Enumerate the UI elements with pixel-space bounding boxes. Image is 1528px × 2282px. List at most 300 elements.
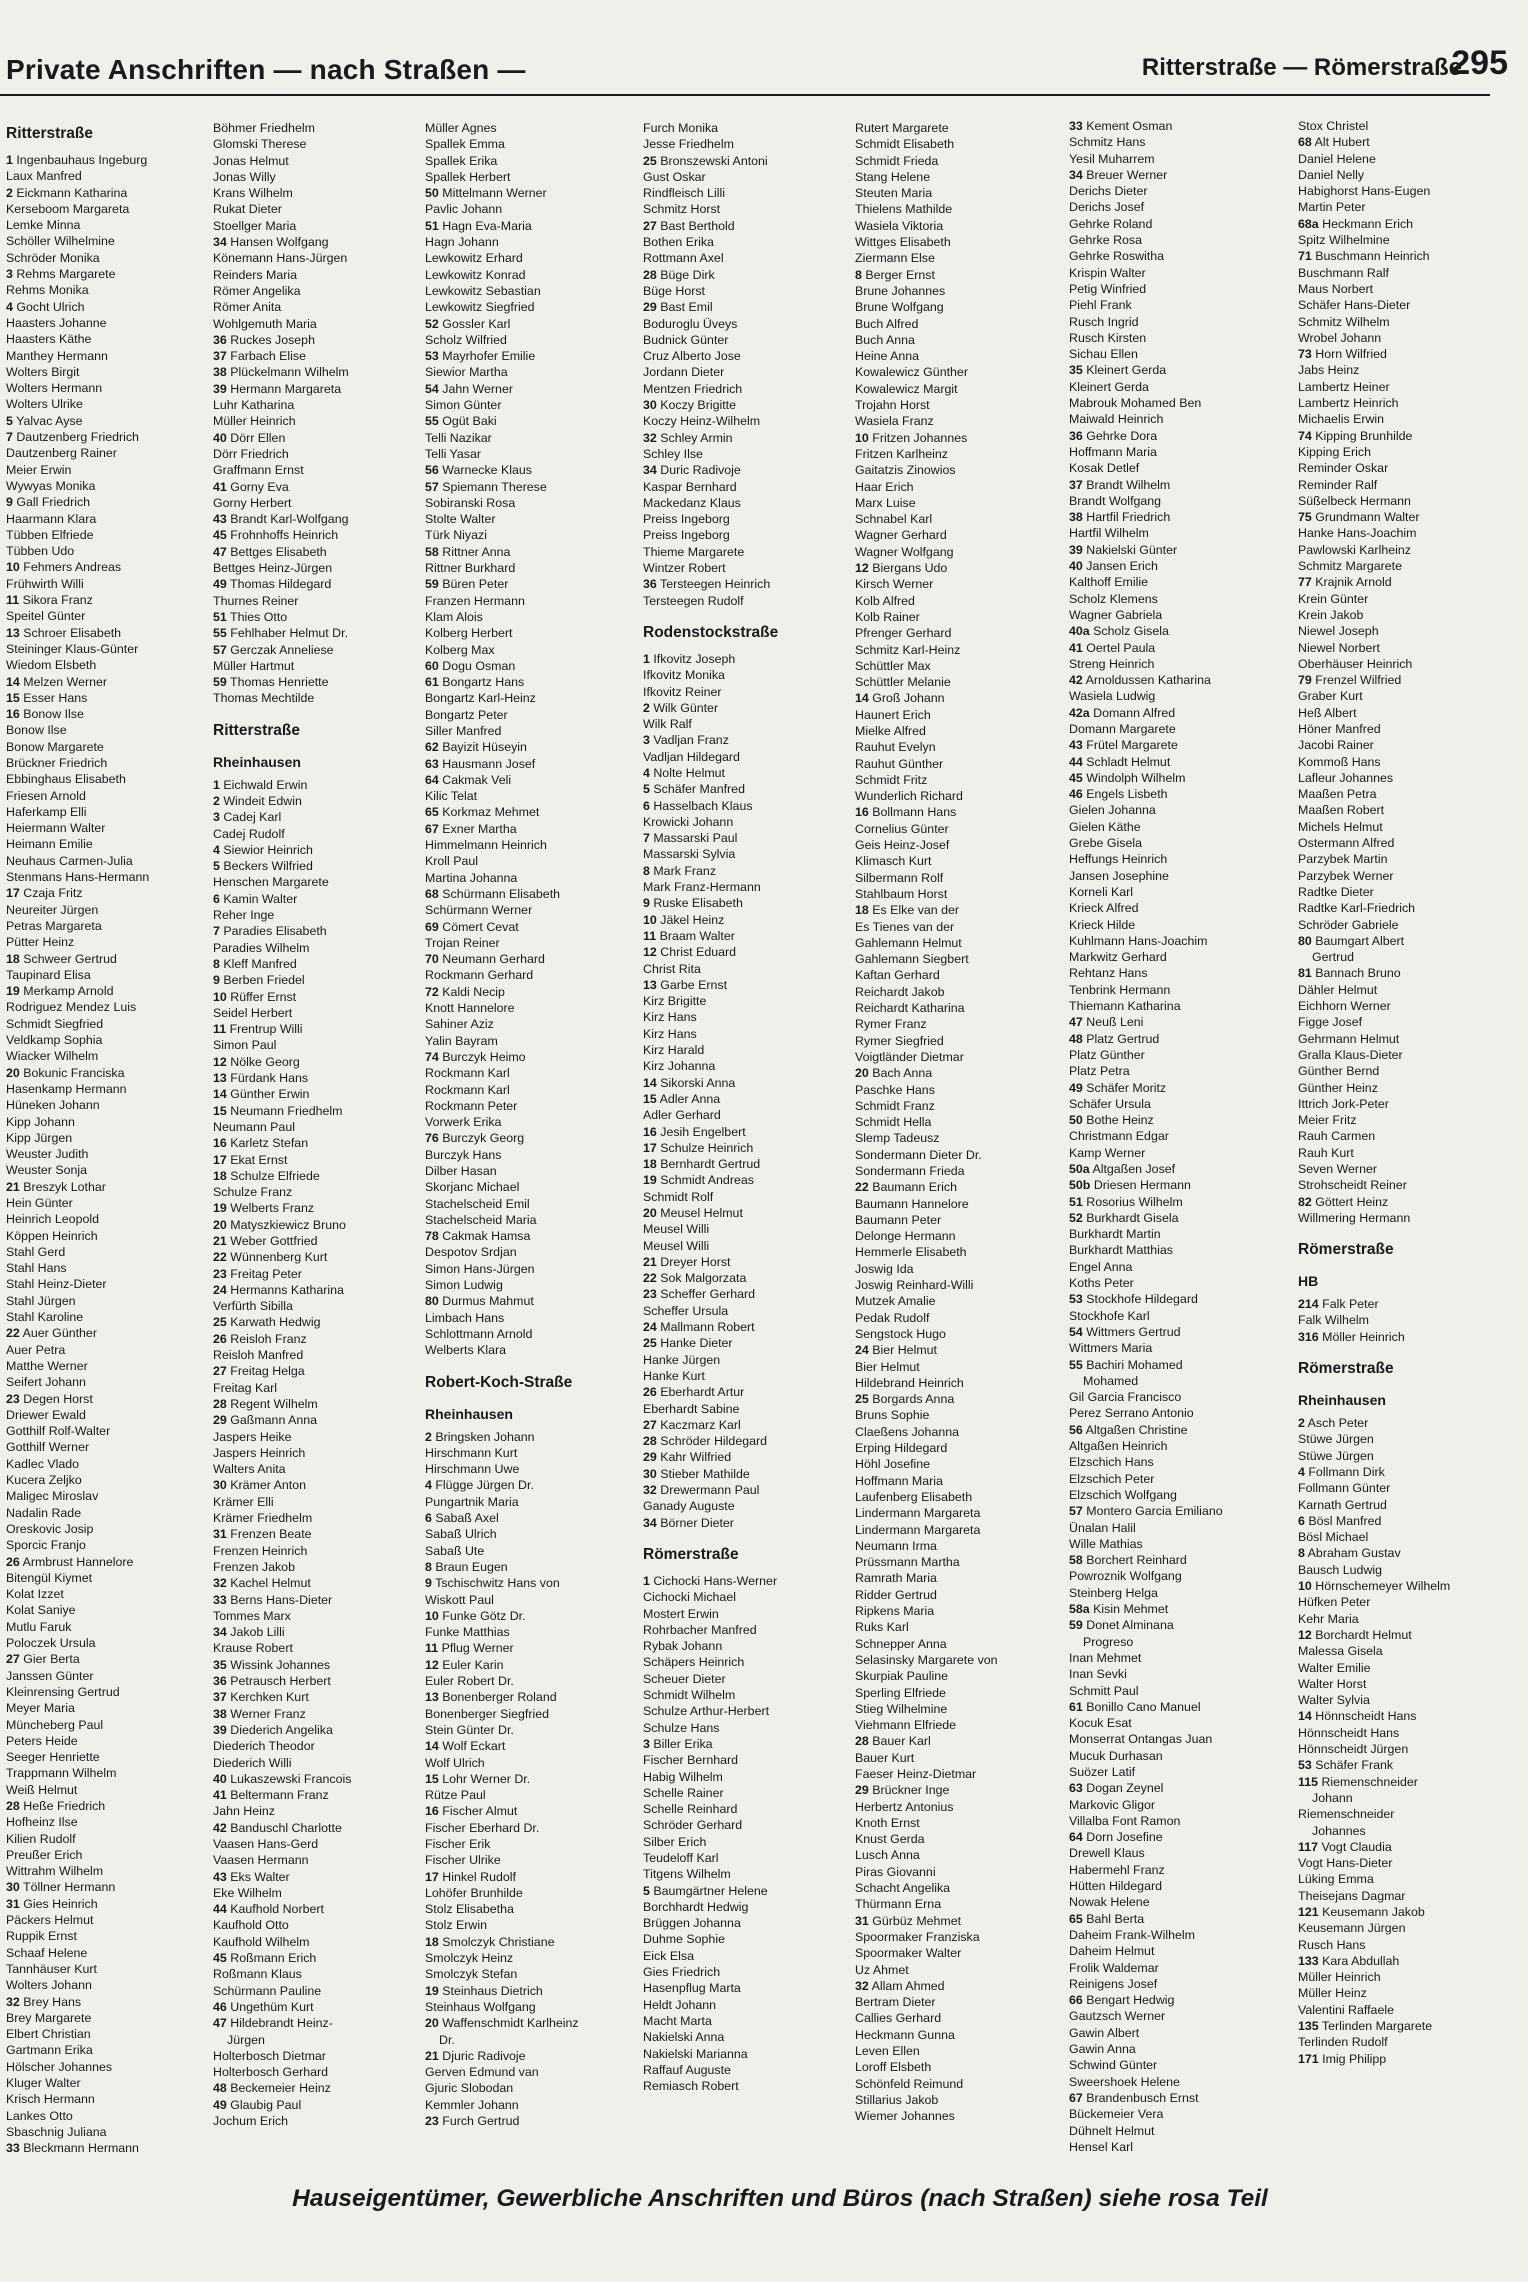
column-2 [213, 118, 413, 2129]
house-number: 43 [1069, 738, 1083, 753]
resident-entry [1298, 754, 1498, 770]
resident-name: Berns Hans-Dieter [230, 1592, 333, 1607]
resident-name: Drewell Klaus [1069, 1846, 1145, 1861]
house-number: 8 [213, 956, 220, 971]
resident-name: Bonow Ilse [23, 707, 84, 722]
resident-name: Buch Alfred [855, 316, 919, 331]
resident-entry [855, 169, 1055, 185]
resident-entry [1069, 232, 1269, 248]
resident-name: Wünnenberg Kurt [230, 1250, 328, 1265]
resident-name: Bausch Ludwig [1298, 1562, 1383, 1577]
resident-name: Nadalin Rade [6, 1505, 82, 1520]
resident-name: Rottmann Axel [643, 251, 724, 266]
resident-entry [6, 788, 206, 804]
resident-name: Borgards Anna [872, 1392, 955, 1407]
resident-name: Hartfil Wilhelm [1069, 526, 1149, 541]
house-number: 80 [1298, 933, 1312, 948]
house-number: 8 [1298, 1546, 1305, 1561]
resident-name: Kaufhold Otto [213, 1918, 289, 1933]
page-number: 295 [1451, 44, 1508, 82]
resident-entry [213, 2097, 413, 2113]
resident-name: Jonas Willy [213, 169, 276, 184]
house-number: 32 [213, 1576, 227, 1591]
resident-name: Schönfeld Reimund [855, 2076, 964, 2091]
house-number: 41 [213, 1788, 227, 1803]
resident-name: Montero Garcia Emiliano [1086, 1504, 1223, 1519]
resident-entry [643, 1238, 843, 1254]
resident-name: Stahl Hans [6, 1261, 67, 1276]
house-number: 40 [213, 430, 227, 445]
resident-entry [855, 951, 1055, 967]
district-heading: HB [1298, 1273, 1319, 1290]
resident-name: Büge Horst [643, 283, 705, 298]
house-number: 64 [1069, 1830, 1083, 1845]
resident-entry [1069, 151, 1269, 167]
resident-name: Cakmak Hamsa [442, 1229, 531, 1244]
resident-entry [213, 511, 413, 527]
resident-entry [1298, 1194, 1498, 1210]
resident-entry [1298, 1210, 1498, 1226]
column-1 [6, 118, 206, 2157]
resident-name: Haar Erich [855, 479, 914, 494]
resident-entry [425, 136, 625, 152]
resident-name: Niewel Joseph [1298, 624, 1379, 639]
resident-name: Follmann Dirk [1308, 1464, 1385, 1479]
resident-name: Hirschmann Uwe [425, 1462, 520, 1477]
resident-name: Dreyer Horst [660, 1254, 731, 1269]
resident-entry [6, 869, 206, 885]
resident-name: Pfrenger Gerhard [855, 626, 952, 641]
resident-entry [1298, 444, 1498, 460]
resident-entry [855, 707, 1055, 723]
resident-entry [1069, 672, 1269, 688]
resident-name: Tannhäuser Kurt [6, 1961, 97, 1976]
resident-name: Rukat Dieter [213, 202, 282, 217]
resident-name: Jacobi Rainer [1298, 738, 1374, 753]
resident-name: Brandt Karl-Wolfgang [230, 512, 349, 527]
resident-entry [425, 120, 625, 136]
resident-entry [1069, 900, 1269, 916]
resident-entry [425, 1065, 625, 1081]
resident-name: Stahl Karoline [6, 1310, 84, 1325]
resident-name: Haarmann Klara [6, 511, 97, 526]
resident-entry [855, 1570, 1055, 1586]
resident-entry [643, 560, 843, 576]
resident-entry [1069, 1829, 1269, 1845]
resident-name: Frenzen Beate [230, 1527, 312, 1542]
resident-name: Lewkowitz Konrad [425, 267, 526, 282]
house-number: 26 [213, 1331, 227, 1346]
resident-entry [643, 1156, 843, 1172]
resident-name: Terlinden Margarete [1321, 2019, 1433, 2034]
resident-name: Heß Albert [1298, 705, 1357, 720]
resident-name: Hagn Johann [425, 235, 499, 250]
resident-name: Diederich Willi [213, 1755, 292, 1770]
resident-name: Habig Wilhelm [643, 1769, 723, 1784]
street-heading: Römerstraße [643, 1545, 739, 1563]
resident-entry [855, 804, 1055, 820]
resident-name: Berben Friedel [223, 973, 305, 988]
resident-entry [425, 1196, 625, 1212]
resident-entry [643, 912, 843, 928]
resident-entry [855, 1538, 1055, 1554]
resident-entry [425, 1657, 625, 1673]
resident-name: Limbach Hans [425, 1310, 505, 1325]
street-heading: Römerstraße [1298, 1241, 1394, 1259]
resident-entry [1298, 314, 1498, 330]
resident-entry [6, 364, 206, 380]
resident-entry [1069, 2041, 1269, 2057]
resident-entry [1069, 1389, 1269, 1405]
resident-name: Nakielski Marianna [643, 2046, 748, 2061]
resident-name: Degen Horst [23, 1391, 93, 1406]
resident-entry [6, 1831, 206, 1847]
resident-name: Windolph Wilhelm [1086, 770, 1186, 785]
resident-entry [6, 722, 206, 738]
house-number: 47 [1069, 1015, 1083, 1030]
resident-entry [643, 1352, 843, 1368]
house-number: 14 [855, 691, 869, 706]
resident-name: Piehl Frank [1069, 298, 1132, 313]
house-number: 21 [6, 1179, 20, 1194]
resident-entry [1298, 1774, 1498, 1790]
resident-entry [1298, 118, 1498, 134]
house-number: 24 [643, 1320, 657, 1335]
resident-entry [213, 185, 413, 201]
resident-entry [643, 2062, 843, 2078]
resident-name: Drewermann Paul [660, 1483, 760, 1498]
house-number: 9 [213, 973, 220, 988]
resident-entry [425, 1983, 625, 1999]
resident-entry [425, 2097, 625, 2113]
house-number: 11 [6, 593, 20, 608]
resident-entry [1298, 1937, 1498, 1953]
resident-entry [855, 1603, 1055, 1619]
resident-entry [1298, 591, 1498, 607]
house-number: 2 [425, 1429, 432, 1444]
resident-entry [1298, 705, 1498, 721]
resident-entry [213, 1803, 413, 1819]
resident-entry [6, 1619, 206, 1635]
resident-name: Büren Peter [442, 577, 509, 592]
resident-name: Viehmann Elfriede [855, 1718, 957, 1733]
resident-entry [425, 1722, 625, 1738]
house-number: 50 [425, 186, 439, 201]
house-number: 26 [6, 1554, 20, 1569]
resident-name: Silber Erich [643, 1834, 707, 1849]
resident-entry [855, 218, 1055, 234]
resident-name: Mark Franz [653, 863, 717, 878]
resident-name: Siewior Heinrich [223, 842, 313, 857]
house-number: 14 [425, 1739, 439, 1754]
resident-entry [855, 1505, 1055, 1521]
resident-name: Gossler Karl [442, 316, 511, 331]
house-number: 18 [425, 1934, 439, 1949]
house-number: 35 [213, 1657, 227, 1672]
resident-name: Smolczyk Stefan [425, 1967, 518, 1982]
resident-entry [213, 658, 413, 674]
resident-entry [425, 1852, 625, 1868]
resident-name: Haferkamp Elli [6, 804, 87, 819]
resident-name: Vaasen Hermann [213, 1853, 309, 1868]
resident-entry [425, 1999, 625, 2015]
house-number: 72 [425, 984, 439, 999]
resident-name: Seifert Johann [6, 1375, 86, 1390]
resident-name: Möller Heinrich [1322, 1329, 1405, 1344]
resident-entry [855, 1033, 1055, 1049]
resident-entry [6, 902, 206, 918]
resident-entry [6, 1439, 206, 1455]
resident-name: Brandenbusch Ernst [1086, 2090, 1199, 2105]
resident-entry [213, 527, 413, 543]
resident-entry [643, 1703, 843, 1719]
resident-name: Flügge Jürgen Dr. [435, 1478, 534, 1493]
resident-name: Meusel Willi [643, 1238, 710, 1253]
resident-name: Claeßens Johanna [855, 1424, 960, 1439]
resident-entry [643, 479, 843, 495]
resident-entry [425, 576, 625, 592]
resident-name: Mohamed [1083, 1373, 1139, 1388]
resident-entry [855, 348, 1055, 364]
resident-name: Horn Wilfried [1315, 347, 1387, 362]
house-number: 33 [6, 2141, 20, 2156]
resident-entry [6, 445, 206, 461]
resident-name: Kipp Johann [6, 1114, 75, 1129]
resident-entry [643, 1654, 843, 1670]
resident-name: Gehrmann Helmut [1298, 1031, 1400, 1046]
resident-entry [425, 1640, 625, 1656]
resident-name: Ripkens Maria [855, 1604, 935, 1619]
resident-entry [1069, 1976, 1269, 1992]
resident-entry [1298, 770, 1498, 786]
resident-name: Thielens Mathilde [855, 202, 953, 217]
resident-name: Donet Alminana [1086, 1618, 1174, 1633]
resident-name: Tschischwitz Hans von [435, 1576, 560, 1591]
resident-entry [425, 1917, 625, 1933]
resident-entry [6, 674, 206, 690]
house-number: 54 [1069, 1324, 1083, 1339]
resident-entry [643, 1883, 843, 1899]
resident-entry [425, 788, 625, 804]
resident-name: Brüggen Johanna [643, 1916, 741, 1931]
resident-name: Jaspers Heinrich [213, 1445, 306, 1460]
resident-name: Esser Hans [23, 690, 88, 705]
resident-name: Durmus Mahmut [442, 1294, 534, 1309]
resident-entry [6, 1635, 206, 1651]
resident-entry [6, 511, 206, 527]
resident-entry [855, 1782, 1055, 1798]
resident-entry [1298, 1480, 1498, 1496]
resident-name: Markovic Gligor [1069, 1797, 1156, 1812]
resident-name: Freitag Peter [230, 1266, 302, 1281]
resident-entry [213, 1787, 413, 1803]
house-number: 16 [213, 1136, 227, 1151]
resident-entry [425, 1049, 625, 1065]
house-number: 29 [855, 1783, 869, 1798]
resident-entry [855, 674, 1055, 690]
house-number: 16 [6, 707, 20, 722]
house-number: 25 [213, 1315, 227, 1330]
resident-name: Kaufhold Norbert [230, 1902, 324, 1917]
resident-entry [6, 1358, 206, 1374]
house-number: 74 [425, 1049, 439, 1064]
resident-name: Heße Friedrich [23, 1798, 106, 1813]
resident-name: Stachelscheid Emil [425, 1196, 530, 1211]
resident-entry [855, 1000, 1055, 1016]
resident-entry [1298, 884, 1498, 900]
resident-entry [6, 462, 206, 478]
resident-name: Ittrich Jork-Peter [1298, 1096, 1389, 1111]
resident-name: Schäfer Moritz [1086, 1080, 1167, 1095]
resident-name: Sichau Ellen [1069, 347, 1138, 362]
resident-name: Burczyk Hans [425, 1147, 502, 1162]
resident-entry [213, 674, 413, 690]
resident-entry [425, 283, 625, 299]
resident-name: Rockmann Peter [425, 1098, 518, 1113]
resident-entry [6, 1554, 206, 1570]
resident-name: Jäkel Heinz [660, 912, 725, 927]
resident-entry [1298, 1080, 1498, 1096]
resident-entry [1298, 1985, 1498, 2001]
house-number: 28 [643, 267, 657, 282]
resident-name: Domann Alfred [1093, 705, 1176, 720]
resident-name: Glaubig Paul [230, 2097, 302, 2112]
resident-entry [6, 1537, 206, 1553]
resident-entry [643, 1075, 843, 1091]
column-4 [643, 118, 843, 2094]
resident-entry [643, 749, 843, 765]
resident-entry [6, 1570, 206, 1586]
resident-entry [1069, 1340, 1269, 1356]
resident-name: Smolczyk Heinz [425, 1951, 514, 1966]
resident-entry [1069, 183, 1269, 199]
resident-entry [855, 1196, 1055, 1212]
resident-entry [855, 1342, 1055, 1358]
resident-name: Joswig Reinhard-Willi [855, 1278, 974, 1293]
house-number: 21 [425, 2048, 439, 2063]
resident-name: Göttert Heinz [1315, 1194, 1389, 1209]
resident-name: Rütze Paul [425, 1788, 486, 1803]
resident-name: Malessa Gisela [1298, 1644, 1383, 1659]
resident-entry [1069, 607, 1269, 623]
resident-entry [213, 1119, 413, 1135]
resident-name: Schürmann Elisabeth [442, 886, 561, 901]
resident-name: Rittner Burkhard [425, 561, 516, 576]
resident-name: Klam Alois [425, 609, 483, 624]
resident-entry [1069, 493, 1269, 509]
resident-entry [855, 1391, 1055, 1407]
resident-name: Kleff Manfred [223, 956, 297, 971]
resident-entry [643, 1482, 843, 1498]
house-number: 10 [855, 430, 869, 445]
resident-name: Kaczmarz Karl [660, 1417, 741, 1432]
resident-entry [213, 2064, 413, 2080]
resident-name: Heiermann Walter [6, 821, 106, 836]
resident-entry [643, 153, 843, 169]
resident-entry [6, 1325, 206, 1341]
resident-entry [1298, 1708, 1498, 1724]
resident-entry [425, 1966, 625, 1982]
resident-name: Smolczyk Christiane [442, 1934, 555, 1949]
resident-entry [213, 1836, 413, 1852]
resident-name: Furch Gertrud [442, 2114, 520, 2129]
resident-entry [1298, 656, 1498, 672]
resident-entry [213, 1966, 413, 1982]
resident-entry [855, 1522, 1055, 1538]
resident-name: Adler Gerhard [643, 1108, 721, 1123]
resident-entry [425, 1803, 625, 1819]
resident-name: Gust Oskar [643, 169, 706, 184]
resident-entry [1069, 1520, 1269, 1536]
house-number: 27 [6, 1652, 20, 1667]
resident-entry [425, 707, 625, 723]
resident-name: Hönnscheidt Hans [1298, 1725, 1400, 1740]
resident-entry [855, 576, 1055, 592]
resident-name: Imig Philipp [1322, 2051, 1387, 2066]
resident-name: Oreskovic Josip [6, 1521, 94, 1536]
resident-entry [1298, 1145, 1498, 1161]
resident-name: Kolat Saniye [6, 1603, 76, 1618]
resident-name: Freitag Helga [230, 1364, 305, 1379]
resident-entry [425, 1820, 625, 1836]
resident-name: Riemenschneider [1321, 1774, 1418, 1789]
resident-entry [6, 543, 206, 559]
resident-entry [1298, 1464, 1498, 1480]
resident-entry [425, 739, 625, 755]
resident-name: Lukaszewski Francois [230, 1771, 352, 1786]
resident-entry [213, 1152, 413, 1168]
resident-entry [643, 136, 843, 152]
resident-entry [213, 858, 413, 874]
resident-name: Powroznik Wolfgang [1069, 1569, 1182, 1584]
resident-name: Meier Fritz [1298, 1113, 1357, 1128]
resident-name: Abraham Gustav [1307, 1546, 1401, 1561]
house-number: 45 [213, 528, 227, 543]
resident-entry [1069, 281, 1269, 297]
resident-entry [1298, 607, 1498, 623]
resident-entry [855, 1864, 1055, 1880]
resident-entry [425, 462, 625, 478]
resident-name: Fritzen Karlheinz [855, 446, 948, 461]
resident-entry [1069, 1943, 1269, 1959]
resident-name: Haunert Erich [855, 707, 931, 722]
resident-name: Thies Otto [230, 609, 288, 624]
resident-entry [1298, 216, 1498, 232]
resident-entry [1298, 1128, 1498, 1144]
resident-name: Hofheinz Ilse [6, 1815, 78, 1830]
house-number: 2 [6, 185, 13, 200]
resident-name: Laufenberg Elisabeth [855, 1489, 973, 1504]
resident-entry [425, 658, 625, 674]
resident-name: Massarski Sylvia [643, 847, 736, 862]
resident-entry [1069, 558, 1269, 574]
resident-entry [643, 944, 843, 960]
resident-name: Schelle Rainer [643, 1785, 724, 1800]
resident-name: Yalvac Ayse [16, 413, 83, 428]
resident-name: Elbert Christian [6, 2027, 91, 2042]
house-number: 61 [425, 675, 439, 690]
resident-name: Fischer Eberhard Dr. [425, 1820, 540, 1835]
resident-entry [213, 1999, 413, 2015]
resident-name: Kirz Johanna [643, 1059, 716, 1074]
house-number: 68 [1298, 135, 1312, 150]
house-number: 10 [6, 560, 20, 575]
resident-entry [425, 250, 625, 266]
resident-entry [643, 684, 843, 700]
resident-entry [1298, 1920, 1498, 1936]
resident-entry [6, 348, 206, 364]
resident-name: Steuten Maria [855, 186, 933, 201]
